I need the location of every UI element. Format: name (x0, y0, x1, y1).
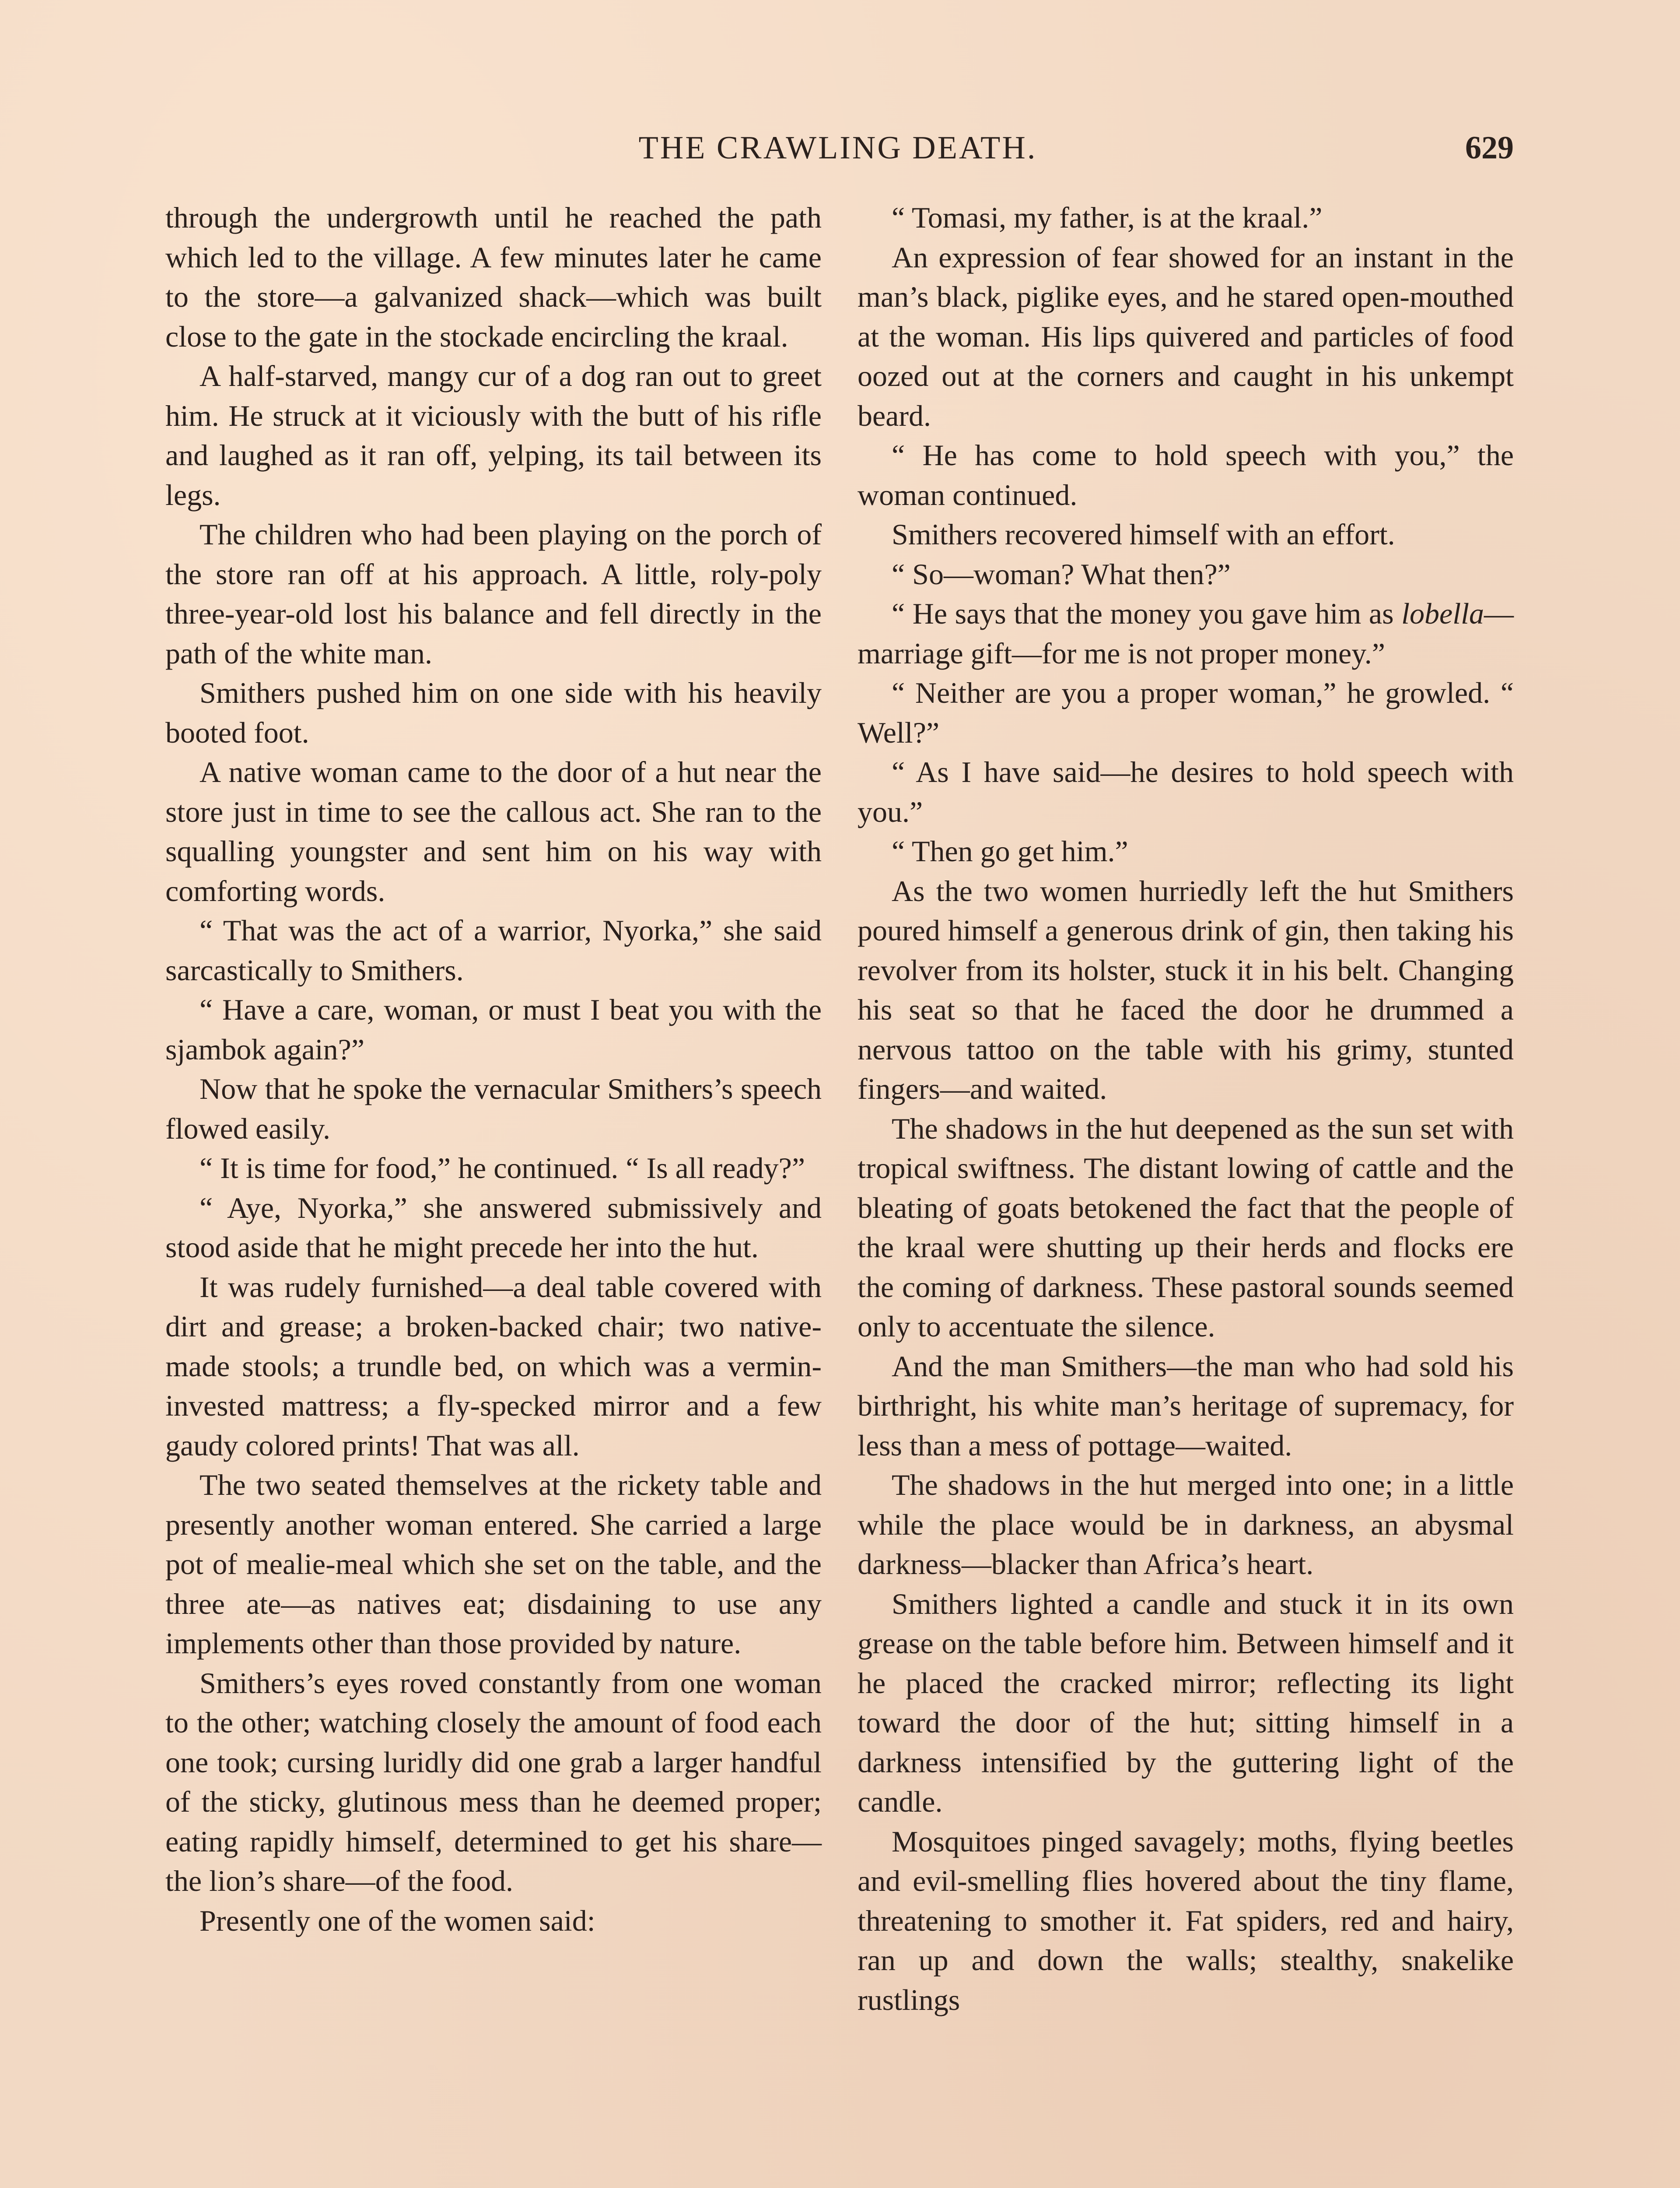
paragraph: “ Tomasi, my father, is at the kraal.” (892, 201, 1323, 234)
paragraph: through the undergrowth until he reached the path which led to the village. A few minutes later he came to the store—a galvanized shack—which was built close to the gate in the stockade encircling the kraal. (165, 201, 822, 353)
paragraph: The shadows in the hut deepened as the sun set with tropical swiftness. The distant lowing of cattle and the bleating of goats betokened the fact that the people of the kraal were shutting up their herds and flocks ere the coming of darkness. These pastoral sounds seemed only to accentuate the silence. (858, 1112, 1514, 1343)
paragraph: Now that he spoke the vernacular Smithers’s speech flowed easily. (165, 1072, 822, 1145)
paragraph: “ He has come to hold speech with you,” the woman continued. (858, 438, 1514, 512)
paragraph (858, 594, 1514, 673)
paragraph: Mosquitoes pinged savagely; moths, flying beetles and evil-smelling flies hovered about the tiny flame, threatening to smother it. Fat spiders, red and hairy, ran up and down the walls; stealthy, snakelike rustlings (858, 1824, 1514, 2016)
paragraph: “ It is time for food,” he continued. “ Is all ready?” (200, 1151, 805, 1185)
running-title: THE CRAWLING DEATH. (638, 130, 1037, 166)
paragraph: An expression of fear showed for an instant in the man’s black, piglike eyes, and he stared open-mouthed at the woman. His lips quivered and particles of food oozed out at the corners and caught in his unkempt beard. (858, 240, 1514, 432)
paragraph: Smithers’s eyes roved constantly from one woman to the other; watching closely the amount of food each one took; cursing luridly did one grab a larger handful of the sticky, glutinous mess than he deemed proper; eating rapidly himself, determined to get his share—the lion’s share—of the food. (165, 1666, 822, 1897)
page-number: 629 (1465, 130, 1514, 166)
right-column (858, 198, 1514, 2020)
paragraph: The shadows in the hut merged into one; in a little while the place would be in darkness, an abysmal darkness—blacker than Africa’s heart. (858, 1468, 1514, 1581)
paragraph: “ That was the act of a warrior, Nyorka,” she said sarcastically to Smithers. (165, 914, 822, 987)
paragraph: Smithers recovered himself with an effort. (892, 518, 1395, 551)
paragraph: “ So—woman? What then?” (892, 557, 1231, 591)
paragraph: It was rudely furnished—a deal table covered with dirt and grease; a broken-backed chair; two native-made stools; a trundle bed, on which was a vermin-invested mattress; a fly-specked mirror and a few gaudy colored prints! That was all. (165, 1270, 822, 1462)
paragraph: The two seated themselves at the rickety table and presently another woman entered. She carried a large pot of mealie-meal which she set on the table, and the three ate—as natives eat; disdaining to use any implements other than those provided by nature. (165, 1468, 822, 1660)
paragraph: The children who had been playing on the porch of the store ran off at his approach. A little, roly-poly three-year-old lost his balance and fell directly in the path of the white man. (165, 518, 822, 670)
paragraph: A native woman came to the door of a hut near the store just in time to see the callous act. She ran to the squalling youngster and sent him on his way with comforting words. (165, 755, 822, 908)
paragraph-text: —marriage gift—for me is not proper money.” (858, 597, 1514, 670)
paragraph: Presently one of the women said: (200, 1904, 595, 1937)
left-column (165, 198, 822, 1940)
paragraph: And the man Smithers—the man who had sold his birthright, his white man’s heritage of supremacy, for less than a mess of pottage—waited. (858, 1349, 1514, 1462)
paragraph: A half-starved, mangy cur of a dog ran out to greet him. He struck at it viciously with the butt of his rifle and laughed as it ran off, yelping, its tail between its legs. (165, 359, 822, 512)
paragraph: Smithers lighted a candle and stuck it in its own grease on the table before him. Between himself and it he placed the cracked mirror; reflecting its light toward the door of the hut; sitting himself in a darkness intensified by the guttering light of the candle. (858, 1587, 1514, 1818)
paragraph: Smithers pushed him on one side with his heavily booted foot. (165, 676, 822, 749)
running-head (162, 124, 1514, 172)
paragraph: “ Neither are you a proper woman,” he growled. “ Well?” (858, 676, 1514, 749)
italic-term: lobella (1401, 597, 1484, 630)
paragraph: “ Have a care, woman, or must I beat you with the sjambok again?” (165, 993, 822, 1066)
paragraph-text: “ He says that the money you gave him as (892, 597, 1402, 630)
paragraph: “ Then go get him.” (892, 835, 1128, 868)
paragraph: “ Aye, Nyorka,” she answered submissively and stood aside that he might precede her into the hut. (165, 1191, 822, 1264)
paragraph: As the two women hurriedly left the hut Smithers poured himself a generous drink of gin, then taking his revolver from its holster, stuck it in his belt. Changing his seat so that he faced the door he drummed a nervous tattoo on the table with his grimy, stunted fingers—and waited. (858, 874, 1514, 1105)
paragraph: “ As I have said—he desires to hold speech with you.” (858, 755, 1514, 828)
